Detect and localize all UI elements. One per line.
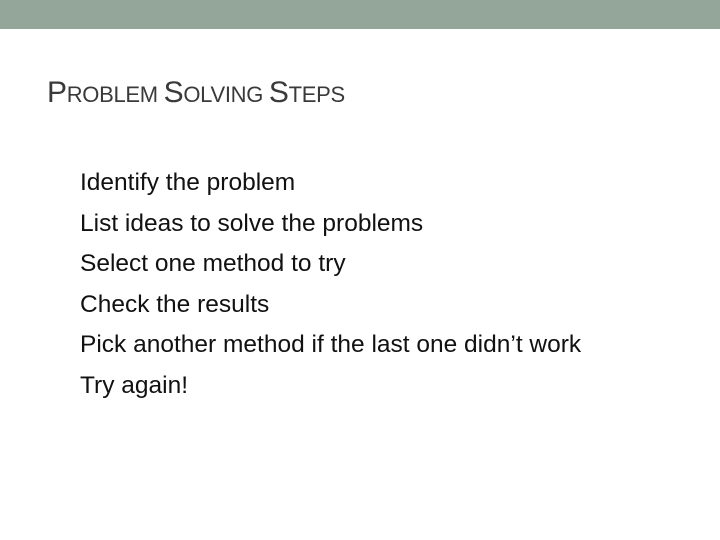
step-text: List ideas to solve the problems [80, 209, 424, 237]
title-initial: S [163, 76, 184, 109]
step-text: Identify the problem [80, 169, 296, 196]
step-text: Try again! [80, 371, 189, 399]
step-text: Check the results [80, 290, 270, 318]
top-accent-bar [0, 0, 720, 29]
title-small-caps: OLVING [183, 82, 264, 107]
title-initial: S [268, 76, 289, 109]
step-text: Select one method to try [80, 250, 346, 277]
title-small-caps: ROBLEM [66, 82, 158, 107]
title-initial: P [47, 76, 67, 109]
title-small-caps: TEPS [288, 82, 345, 107]
slide-title [47, 76, 345, 112]
step-text: Pick another method if the last one didn’t work [80, 331, 582, 358]
